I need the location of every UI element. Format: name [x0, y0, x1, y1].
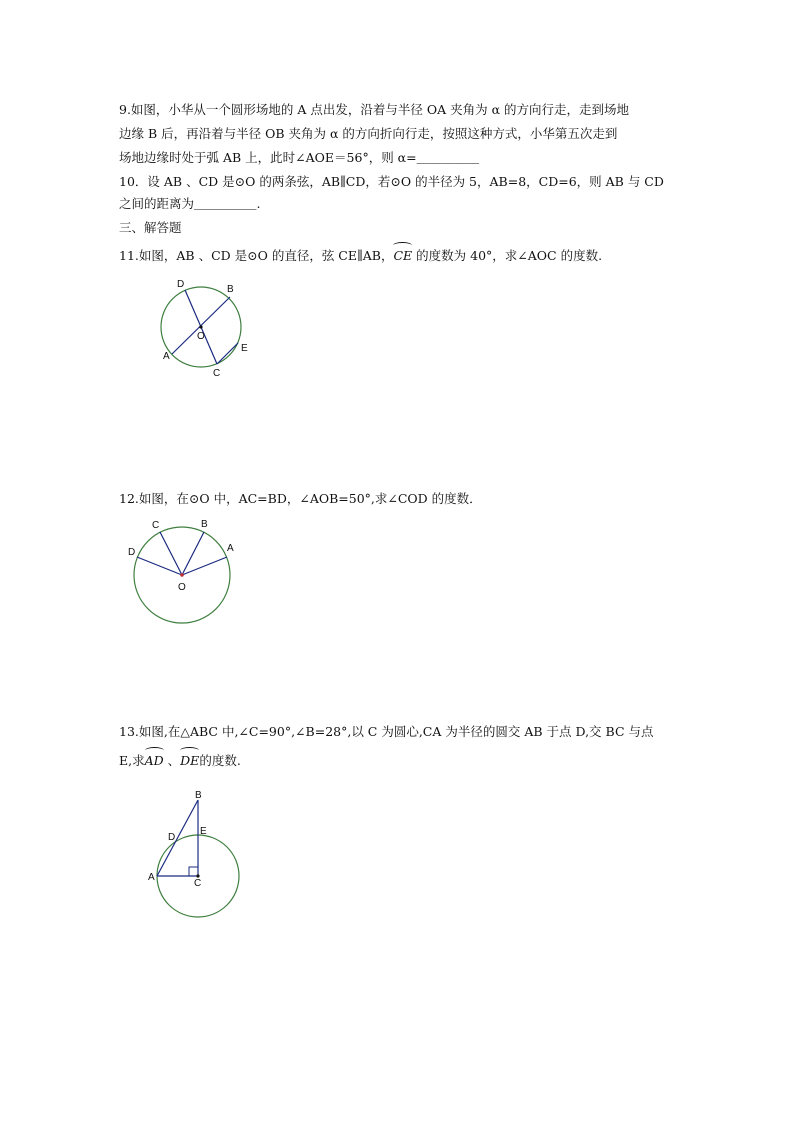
q13-line-2	[119, 752, 241, 770]
q12-radius-od	[137, 557, 182, 575]
q13-label-b: B	[195, 790, 202, 801]
q12-figure	[120, 513, 250, 628]
q11-arc-ce: CE	[393, 248, 413, 263]
q9-line-3: 场地边缘时处于弧 AB 上，此时∠AOE＝56°，则 α=＿＿＿＿＿	[119, 150, 480, 165]
q11-prefix: 11.如图，AB 、CD 是⊙O 的直径，弦 CE∥AB，	[119, 248, 394, 263]
q11-label-e: E	[241, 343, 248, 354]
q11-label-b: B	[227, 284, 234, 295]
q13-label-e: E	[200, 826, 207, 837]
q10-line-1: 10．设 AB 、CD 是⊙O 的两条弦，AB∥CD，若⊙O 的半径为 5，AB=8，CD=6，则 AB 与 CD	[119, 174, 664, 189]
q13-line-1: 13.如图,在△ABC 中,∠C=90°,∠B=28°,以 C 为圆心,CA 为半径的圆交 AB 于点 D,交 BC 与点	[119, 724, 654, 739]
q12-radius-oa	[182, 557, 227, 575]
q13-line2-suffix: 的度数.	[199, 753, 241, 768]
q12-label-a: A	[227, 543, 234, 554]
q12-suffix: ∠AOB=50°,求∠COD 的度数．	[299, 491, 482, 506]
q13-figure	[140, 786, 250, 926]
q11-label-a: A	[163, 351, 170, 362]
q11-text	[119, 247, 602, 265]
q12-radius-ob	[182, 532, 204, 575]
q13-label-c: C	[194, 878, 202, 889]
q11-label-o: O	[197, 331, 205, 342]
q11-figure	[150, 272, 260, 382]
q11-center-dot	[199, 325, 202, 328]
q10-line-2: 之间的距离为＿＿＿＿＿.	[119, 196, 261, 211]
q12-label-o: O	[178, 582, 186, 593]
q11-suffix: 的度数为 40°，求∠AOC 的度数.	[412, 248, 603, 263]
q11-label-c: C	[213, 368, 221, 379]
q13-arc-ad: AD	[144, 753, 164, 768]
q9-line-2: 边缘 B 后，再沿着与半径 OB 夹角为 α 的方向折向行走，按照这种方式，小华第五次走到	[119, 126, 618, 141]
q12-text	[119, 490, 482, 508]
q12-label-c: C	[152, 520, 160, 531]
q13-arc-de: DE	[180, 753, 200, 768]
q12-label-d: D	[128, 547, 136, 558]
q13-sep: 、	[163, 753, 181, 768]
q13-label-d: D	[168, 832, 176, 843]
q12-center-dot	[180, 573, 184, 577]
q13-side-ab	[157, 800, 198, 876]
q13-label-a: A	[148, 872, 155, 883]
q9-line-1: 9.如图，小华从一个圆形场地的 A 点出发，沿着与半径 OA 夹角为 α 的方向行走，走到场地	[119, 102, 630, 117]
q12-label-b: B	[201, 519, 208, 530]
q13-right-angle-mark	[189, 867, 198, 876]
q11-chord-ce	[217, 343, 238, 364]
q13-line2-prefix: E,求	[119, 753, 145, 768]
section-title: 三、解答题	[119, 220, 182, 235]
q12-prefix: 12.如图，在⊙O 中，AC=BD，	[119, 491, 300, 506]
q11-label-d: D	[177, 279, 185, 290]
q12-radius-oc	[160, 532, 182, 575]
